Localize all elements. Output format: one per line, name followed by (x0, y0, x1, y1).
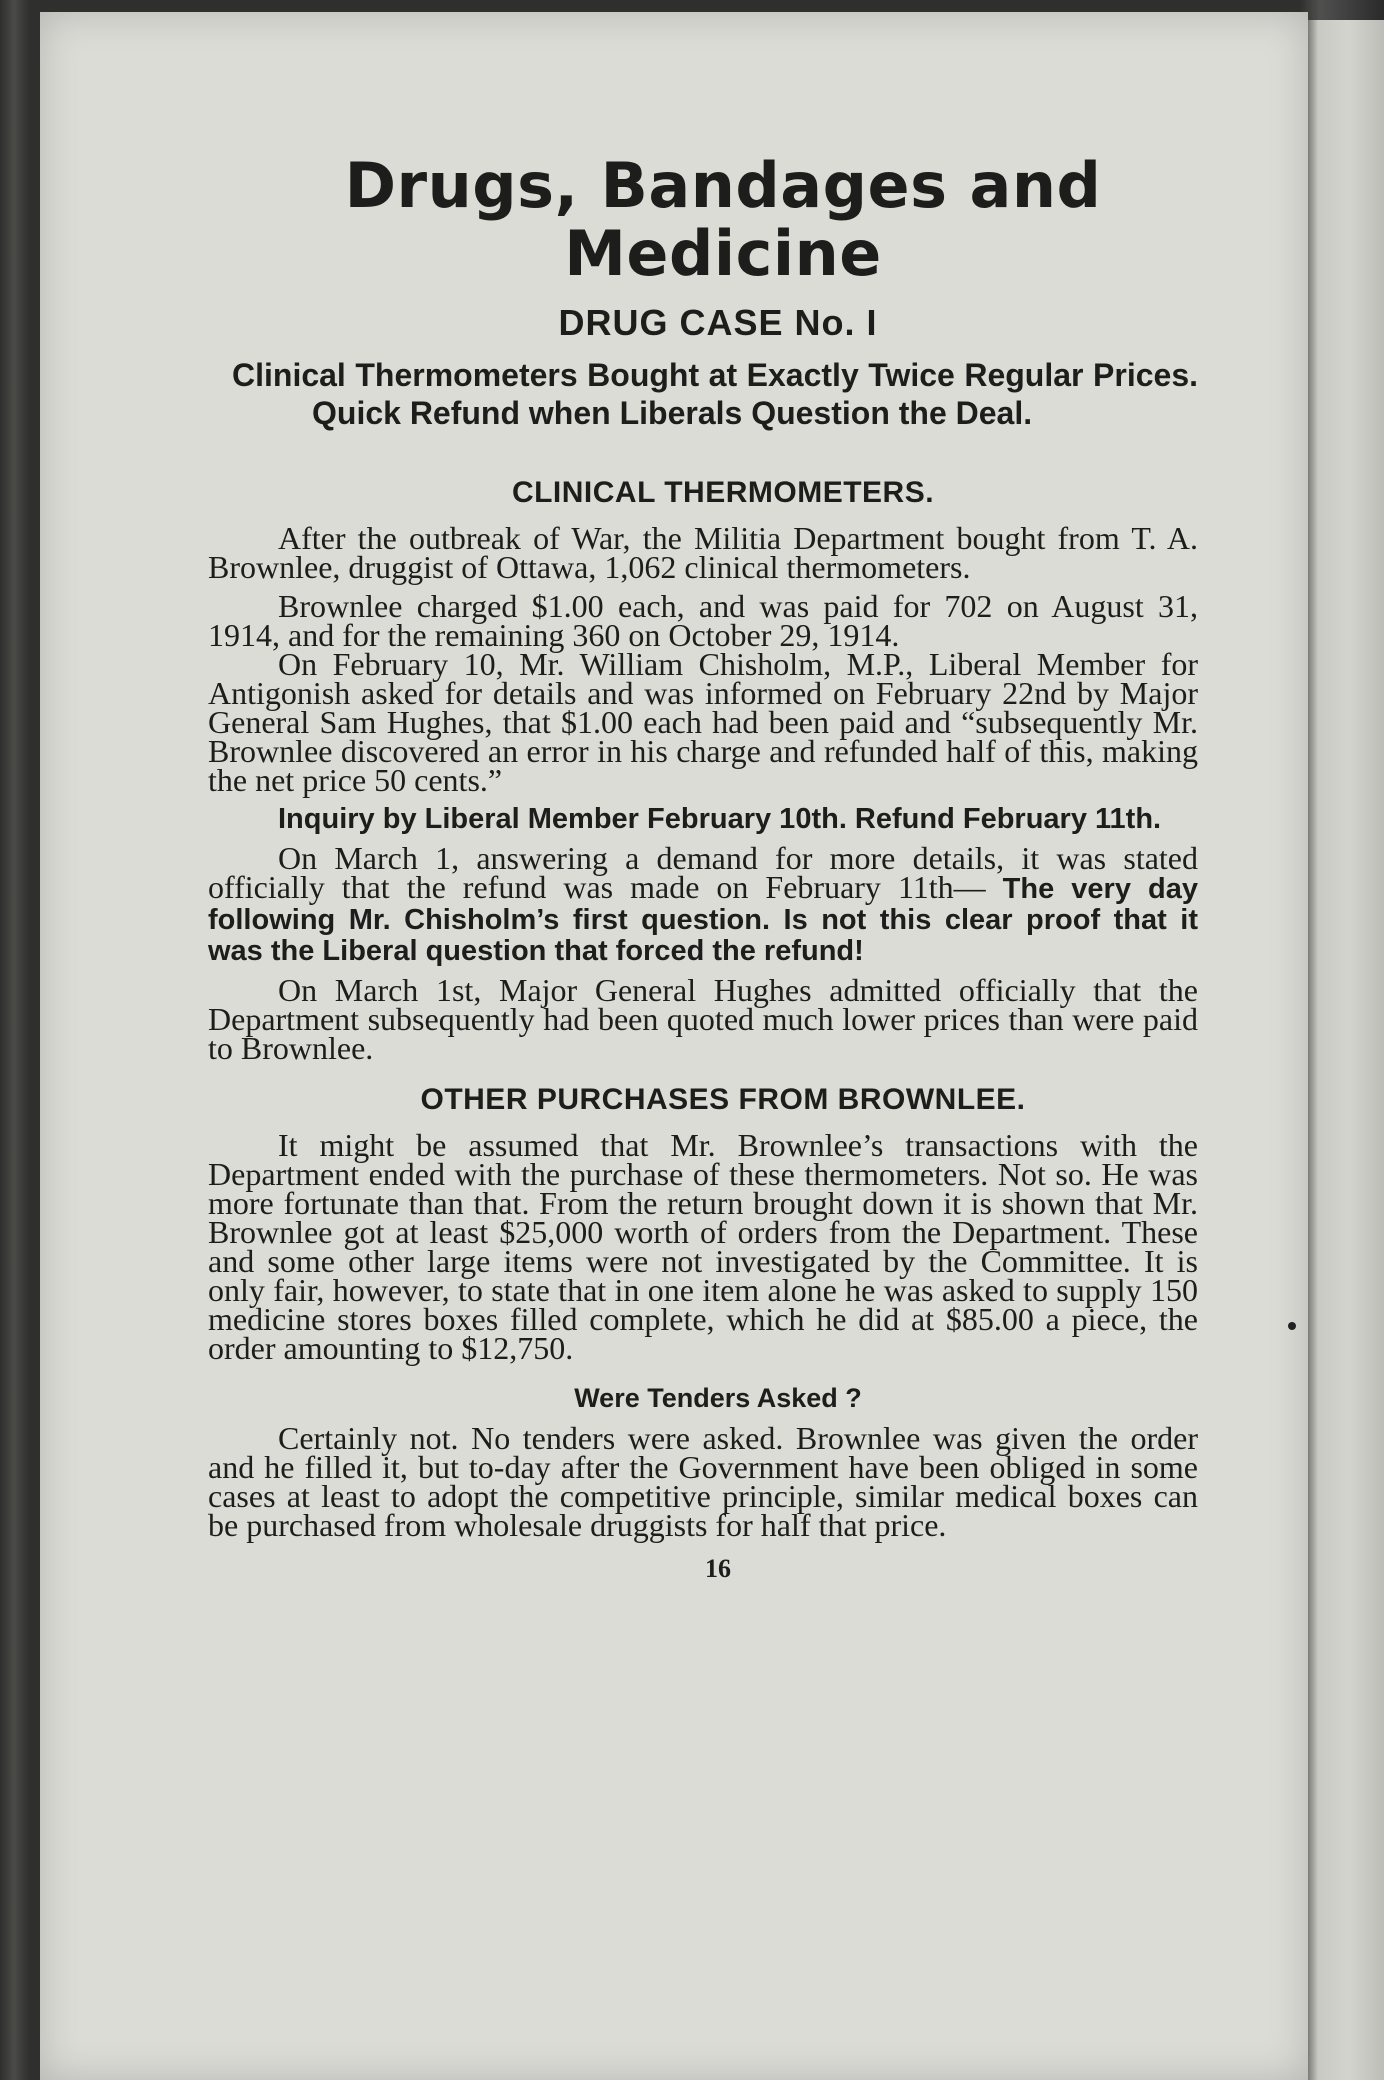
binding-mark (1288, 1322, 1296, 1330)
paragraph: After the outbreak of War, the Militia Department bought from T. A. Brownlee, druggist of Ottawa, 1,062 clinical thermometers. (208, 520, 1198, 585)
case-subheading: Clinical Thermometers Bought at Exactly Twice Regular Prices. Quick Refund when Liberals Question the Deal. (232, 357, 1198, 431)
emphasis-text: The very day following Mr. Chisholm’s first question. Is not this clear proof that it was the Liberal question that forced the refund! (208, 873, 1199, 967)
page-content (208, 149, 1199, 1584)
tenders-heading: Were Tenders Asked ? (574, 1383, 862, 1413)
paragraph: On February 10, Mr. William Chisholm, M.P., Liberal Member for Antigonish asked for details and was informed on February 22nd by Major General Sam Hughes, that $1.00 each had been paid and “subsequently Mr. Brownlee discovered an error in his charge and refunded half of this, making the net price 50 cents.” (208, 646, 1198, 798)
paragraph-text: On March 1, answering a demand for more details, it was stated officially that the refund was made on February 11th— (208, 840, 1198, 905)
case-heading: DRUG CASE No. I (558, 302, 878, 343)
paragraph: On March 1st, Major General Hughes admitted officially that the Department subsequently had been quoted much lower prices than were paid to Brownlee. (208, 972, 1198, 1066)
paragraph: Certainly not. No tenders were asked. Brownlee was given the order and he filled it, but to-day after the Government have been obliged in some cases at least to adopt the competitive principle, similar medical boxes can be purchased from wholesale druggists for half that price. (208, 1420, 1198, 1543)
section-heading-other-purchases: OTHER PURCHASES FROM BROWNLEE. (420, 1083, 1026, 1116)
page-number: 16 (705, 1554, 731, 1583)
facing-page-edge (1308, 20, 1384, 2080)
section-heading-clinical-thermometers: CLINICAL THERMOMETERS. (511, 476, 935, 509)
paragraph: It might be assumed that Mr. Brownlee’s transactions with the Department ended with the purchase of these thermometers. Not so. He was more fortunate than that. From the return brought down it is shown that Mr. Brownlee got at least $25,000 worth of orders from the Department. These and some other large items were not investigated by the Committee. It is only fair, however, to state that in one item alone he was asked to supply 150 medicine stores boxes filled complete, which he did at $85.00 a piece, the order amounting to $12,750. (208, 1127, 1198, 1366)
page-title: Drugs, Bandages and Medicine (344, 149, 1102, 290)
paragraph: Brownlee charged $1.00 each, and was paid for 702 on August 31, 1914, and for the remaining 360 on October 29, 1914. (208, 588, 1198, 653)
paragraph (208, 840, 1199, 967)
inquiry-heading: Inquiry by Liberal Member February 10th. Refund February 11th. (278, 803, 1162, 835)
document-page (40, 12, 1308, 2080)
